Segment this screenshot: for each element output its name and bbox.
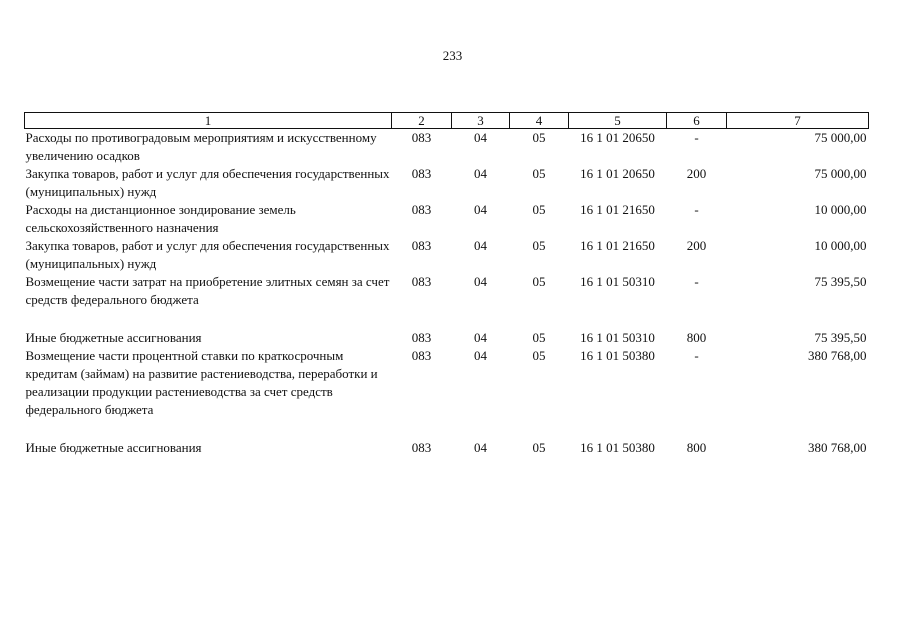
budget-table (24, 112, 869, 457)
row-amount: 380 768,00 (808, 440, 867, 455)
row-amount: 380 768,00 (808, 348, 867, 363)
table-row (25, 237, 869, 273)
column-header: 7 (727, 113, 869, 129)
row-expense-type: - (694, 202, 699, 217)
row-amount: 75 395,50 (814, 274, 867, 289)
row-expense-type: - (694, 130, 699, 145)
row-subsection: 05 (532, 330, 546, 345)
row-ministry-code: 083 (411, 348, 432, 363)
table-row (25, 165, 869, 201)
row-section: 04 (474, 130, 487, 145)
row-target-code: 16 1 01 20650 (580, 130, 655, 145)
table-row (25, 347, 869, 439)
table-row (25, 273, 869, 329)
row-section: 04 (474, 330, 487, 345)
column-header: 4 (510, 113, 569, 129)
row-ministry-code: 083 (411, 330, 432, 345)
table-row (25, 201, 869, 237)
row-target-code: 16 1 01 20650 (580, 166, 655, 181)
column-header: 5 (569, 113, 667, 129)
row-ministry-code: 083 (411, 440, 432, 455)
row-section: 04 (474, 202, 487, 217)
row-target-code: 16 1 01 21650 (580, 238, 655, 253)
row-ministry-code: 083 (411, 130, 432, 145)
row-ministry-code: 083 (411, 166, 432, 181)
row-target-code: 16 1 01 50380 (580, 348, 655, 363)
column-header: 1 (25, 113, 392, 129)
row-target-code: 16 1 01 50310 (580, 274, 655, 289)
row-subsection: 05 (532, 440, 546, 455)
row-subsection: 05 (532, 166, 546, 181)
row-name: Закупка товаров, работ и услуг для обеспечения государственных (муниципальных) нужд (25, 238, 390, 271)
row-subsection: 05 (532, 130, 546, 145)
table-row (25, 129, 869, 166)
row-subsection: 05 (532, 202, 546, 217)
row-target-code: 16 1 01 50380 (580, 440, 655, 455)
row-section: 04 (474, 166, 487, 181)
row-expense-type: - (694, 348, 699, 363)
row-section: 04 (474, 274, 487, 289)
row-name: Иные бюджетные ассигнования (25, 440, 202, 455)
row-amount: 75 395,50 (814, 330, 867, 345)
page-number: 233 (442, 48, 463, 63)
row-amount: 75 000,00 (814, 166, 867, 181)
column-header: 6 (667, 113, 727, 129)
row-expense-type: 200 (686, 238, 707, 253)
row-section: 04 (474, 238, 487, 253)
row-name: Возмещение части процентной ставки по краткосрочным кредитам (займам) на развитие растениеводства, переработки и реализации продукции растениеводства за счет средств федерального бюджета (25, 348, 378, 417)
row-name: Расходы на дистанционное зондирование земель сельскохозяйственного назначения (25, 202, 296, 235)
row-expense-type: 800 (686, 440, 707, 455)
row-expense-type: 800 (686, 330, 707, 345)
row-subsection: 05 (532, 348, 546, 363)
row-amount: 10 000,00 (814, 238, 867, 253)
column-header: 2 (392, 113, 452, 129)
row-expense-type: 200 (686, 166, 707, 181)
row-section: 04 (474, 440, 487, 455)
row-target-code: 16 1 01 21650 (580, 202, 655, 217)
row-amount: 75 000,00 (814, 130, 867, 145)
row-expense-type: - (694, 274, 699, 289)
row-section: 04 (474, 348, 487, 363)
row-name: Закупка товаров, работ и услуг для обеспечения государственных (муниципальных) нужд (25, 166, 390, 199)
row-target-code: 16 1 01 50310 (580, 330, 655, 345)
row-amount: 10 000,00 (814, 202, 867, 217)
table-row (25, 329, 869, 347)
column-header: 3 (452, 113, 510, 129)
row-ministry-code: 083 (411, 274, 432, 289)
row-subsection: 05 (532, 274, 546, 289)
row-name: Расходы по противоградовым мероприятиям и искусственному увеличению осадков (25, 130, 377, 163)
row-ministry-code: 083 (411, 202, 432, 217)
table-header-row (25, 113, 869, 129)
row-name: Иные бюджетные ассигнования (25, 330, 202, 345)
row-name: Возмещение части затрат на приобретение элитных семян за счет средств федерального бюджета (25, 274, 390, 307)
row-subsection: 05 (532, 238, 546, 253)
row-ministry-code: 083 (411, 238, 432, 253)
table-row (25, 439, 869, 457)
